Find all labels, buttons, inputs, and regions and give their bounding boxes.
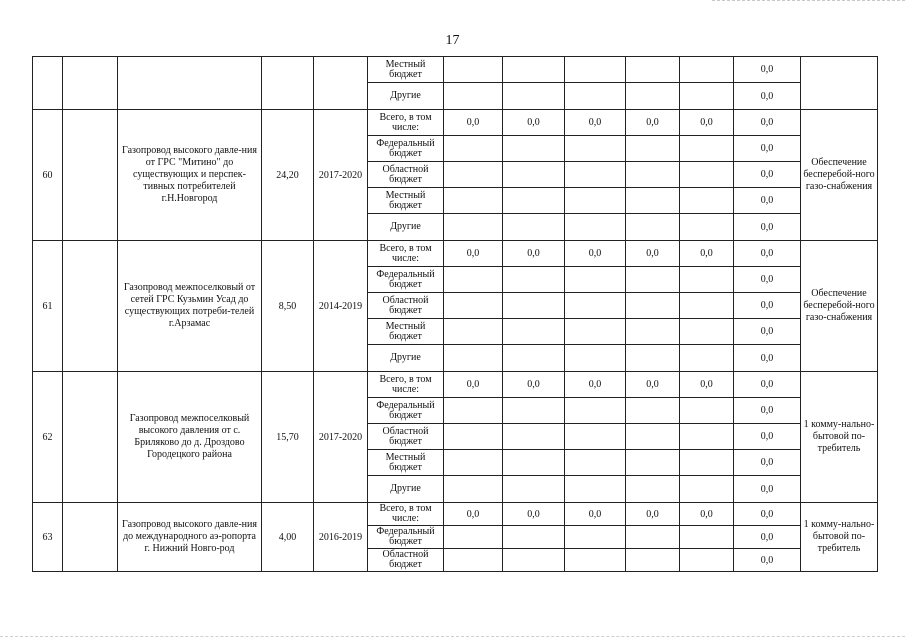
value-cell: 0,0 bbox=[734, 136, 801, 162]
project-result: Обеспечение бесперебой-ного газо-снабжения bbox=[801, 241, 878, 372]
value-cell bbox=[444, 398, 503, 424]
value-cell bbox=[680, 345, 734, 372]
value-cell: 0,0 bbox=[680, 503, 734, 526]
value-cell: 0,0 bbox=[734, 345, 801, 372]
value-cell bbox=[503, 549, 565, 572]
value-cell bbox=[503, 319, 565, 345]
value-cell bbox=[626, 319, 680, 345]
value-cell: 0,0 bbox=[734, 372, 801, 398]
funding-source-cell: Всего, в том числе: bbox=[368, 372, 444, 398]
value-cell: 0,0 bbox=[734, 319, 801, 345]
table-row bbox=[33, 110, 878, 136]
blank-cell bbox=[63, 372, 118, 503]
funding-source-cell: Всего, в том числе: bbox=[368, 110, 444, 136]
investment-table bbox=[32, 56, 878, 572]
project-years: 2017-2020 bbox=[314, 110, 368, 241]
funding-source-cell: Федеральный бюджет bbox=[368, 526, 444, 549]
value-cell bbox=[444, 424, 503, 450]
value-cell bbox=[565, 57, 626, 83]
value-cell: 0,0 bbox=[503, 372, 565, 398]
value-cell bbox=[626, 214, 680, 241]
funding-source-cell: Местный бюджет bbox=[368, 319, 444, 345]
funding-source-cell: Федеральный бюджет bbox=[368, 136, 444, 162]
value-cell bbox=[503, 162, 565, 188]
blank-cell bbox=[63, 110, 118, 241]
value-cell bbox=[565, 549, 626, 572]
scan-artifact-bottom bbox=[0, 636, 905, 637]
value-cell bbox=[444, 188, 503, 214]
value-cell: 0,0 bbox=[734, 110, 801, 136]
funding-source-cell: Областной бюджет bbox=[368, 162, 444, 188]
value-cell: 0,0 bbox=[503, 503, 565, 526]
value-cell: 0,0 bbox=[734, 503, 801, 526]
value-cell bbox=[565, 319, 626, 345]
length-cell bbox=[262, 57, 314, 110]
project-years: 2014-2019 bbox=[314, 241, 368, 372]
value-cell: 0,0 bbox=[734, 293, 801, 319]
value-cell: 0,0 bbox=[626, 372, 680, 398]
value-cell bbox=[503, 345, 565, 372]
value-cell: 0,0 bbox=[565, 503, 626, 526]
value-cell: 0,0 bbox=[444, 241, 503, 267]
project-name: Газопровод высокого давле-ния от ГРС "Митино" до существующих и перспек-тивных потребителей г.Н.Новгород bbox=[118, 110, 262, 241]
value-cell bbox=[680, 424, 734, 450]
value-cell: 0,0 bbox=[565, 241, 626, 267]
funding-source-cell: Всего, в том числе: bbox=[368, 503, 444, 526]
funding-source-cell: Местный бюджет bbox=[368, 57, 444, 83]
value-cell bbox=[626, 450, 680, 476]
project-name: Газопровод межпоселковый высокого давления от с. Бриляково до д. Дроздово Городецкого района bbox=[118, 372, 262, 503]
value-cell bbox=[565, 424, 626, 450]
value-cell: 0,0 bbox=[444, 110, 503, 136]
value-cell bbox=[680, 162, 734, 188]
project-name: Газопровод межпоселковый от сетей ГРС Кузьмин Усад до существующих потреби-телей г.Арзамас bbox=[118, 241, 262, 372]
value-cell bbox=[444, 136, 503, 162]
value-cell bbox=[626, 345, 680, 372]
project-length: 4,00 bbox=[262, 503, 314, 572]
value-cell bbox=[680, 398, 734, 424]
value-cell bbox=[565, 136, 626, 162]
funding-source-cell: Местный бюджет bbox=[368, 188, 444, 214]
value-cell bbox=[565, 293, 626, 319]
num-cell bbox=[33, 57, 63, 110]
value-cell: 0,0 bbox=[734, 526, 801, 549]
value-cell bbox=[444, 319, 503, 345]
value-cell: 0,0 bbox=[734, 450, 801, 476]
value-cell bbox=[565, 476, 626, 503]
value-cell: 0,0 bbox=[680, 110, 734, 136]
funding-source-cell: Местный бюджет bbox=[368, 450, 444, 476]
project-length: 15,70 bbox=[262, 372, 314, 503]
value-cell bbox=[680, 57, 734, 83]
value-cell bbox=[503, 267, 565, 293]
value-cell bbox=[626, 398, 680, 424]
years-cell bbox=[314, 57, 368, 110]
value-cell: 0,0 bbox=[444, 503, 503, 526]
value-cell bbox=[503, 398, 565, 424]
value-cell bbox=[444, 345, 503, 372]
funding-source-cell: Областной бюджет bbox=[368, 293, 444, 319]
value-cell: 0,0 bbox=[444, 372, 503, 398]
project-number: 62 bbox=[33, 372, 63, 503]
project-length: 24,20 bbox=[262, 110, 314, 241]
funding-source-cell: Другие bbox=[368, 83, 444, 110]
funding-source-cell: Другие bbox=[368, 214, 444, 241]
value-cell bbox=[444, 267, 503, 293]
value-cell bbox=[680, 214, 734, 241]
funding-source-cell: Всего, в том числе: bbox=[368, 241, 444, 267]
project-years: 2017-2020 bbox=[314, 372, 368, 503]
blank-cell bbox=[63, 241, 118, 372]
value-cell: 0,0 bbox=[734, 214, 801, 241]
value-cell bbox=[626, 188, 680, 214]
value-cell bbox=[680, 476, 734, 503]
value-cell bbox=[503, 83, 565, 110]
value-cell bbox=[680, 526, 734, 549]
table-row bbox=[33, 241, 878, 267]
value-cell bbox=[626, 267, 680, 293]
funding-source-cell: Другие bbox=[368, 476, 444, 503]
project-result: Обеспечение бесперебой-ного газо-снабжения bbox=[801, 110, 878, 241]
value-cell bbox=[444, 476, 503, 503]
blank-cell bbox=[63, 57, 118, 110]
value-cell bbox=[626, 83, 680, 110]
value-cell bbox=[565, 450, 626, 476]
project-years: 2016-2019 bbox=[314, 503, 368, 572]
value-cell: 0,0 bbox=[680, 241, 734, 267]
value-cell bbox=[565, 83, 626, 110]
value-cell bbox=[680, 267, 734, 293]
value-cell bbox=[444, 526, 503, 549]
funding-source-cell: Другие bbox=[368, 345, 444, 372]
value-cell bbox=[626, 476, 680, 503]
value-cell bbox=[503, 476, 565, 503]
value-cell: 0,0 bbox=[734, 83, 801, 110]
value-cell bbox=[444, 162, 503, 188]
value-cell bbox=[626, 136, 680, 162]
scan-artifact-top bbox=[712, 0, 905, 1]
value-cell: 0,0 bbox=[734, 549, 801, 572]
value-cell bbox=[626, 293, 680, 319]
funding-source-cell: Федеральный бюджет bbox=[368, 267, 444, 293]
value-cell bbox=[503, 136, 565, 162]
value-cell bbox=[680, 83, 734, 110]
table-row bbox=[33, 503, 878, 526]
value-cell bbox=[680, 188, 734, 214]
value-cell: 0,0 bbox=[565, 372, 626, 398]
value-cell bbox=[503, 424, 565, 450]
value-cell bbox=[626, 526, 680, 549]
value-cell: 0,0 bbox=[626, 241, 680, 267]
project-result: 1 комму-нально-бытовой по-требитель bbox=[801, 372, 878, 503]
value-cell: 0,0 bbox=[734, 241, 801, 267]
value-cell bbox=[444, 214, 503, 241]
funding-source-cell: Областной бюджет bbox=[368, 549, 444, 572]
table-row bbox=[33, 57, 878, 83]
value-cell bbox=[503, 57, 565, 83]
value-cell: 0,0 bbox=[503, 241, 565, 267]
value-cell bbox=[565, 345, 626, 372]
value-cell bbox=[565, 526, 626, 549]
value-cell: 0,0 bbox=[734, 188, 801, 214]
value-cell bbox=[680, 319, 734, 345]
project-length: 8,50 bbox=[262, 241, 314, 372]
value-cell: 0,0 bbox=[734, 476, 801, 503]
value-cell bbox=[565, 267, 626, 293]
value-cell bbox=[565, 214, 626, 241]
value-cell: 0,0 bbox=[626, 110, 680, 136]
value-cell bbox=[680, 136, 734, 162]
value-cell bbox=[680, 549, 734, 572]
value-cell bbox=[444, 57, 503, 83]
result-cell bbox=[801, 57, 878, 110]
funding-source-cell: Областной бюджет bbox=[368, 424, 444, 450]
project-number: 63 bbox=[33, 503, 63, 572]
value-cell: 0,0 bbox=[680, 372, 734, 398]
value-cell bbox=[444, 293, 503, 319]
project-number: 60 bbox=[33, 110, 63, 241]
name-cell bbox=[118, 57, 262, 110]
value-cell bbox=[565, 188, 626, 214]
value-cell bbox=[626, 162, 680, 188]
value-cell bbox=[626, 549, 680, 572]
blank-cell bbox=[63, 503, 118, 572]
value-cell bbox=[503, 450, 565, 476]
value-cell: 0,0 bbox=[503, 110, 565, 136]
value-cell: 0,0 bbox=[734, 267, 801, 293]
value-cell: 0,0 bbox=[734, 424, 801, 450]
value-cell bbox=[680, 293, 734, 319]
project-result: 1 комму-нально-бытовой по-требитель bbox=[801, 503, 878, 572]
value-cell bbox=[503, 293, 565, 319]
value-cell: 0,0 bbox=[734, 398, 801, 424]
value-cell bbox=[565, 162, 626, 188]
funding-source-cell: Федеральный бюджет bbox=[368, 398, 444, 424]
value-cell: 0,0 bbox=[565, 110, 626, 136]
value-cell bbox=[626, 424, 680, 450]
value-cell bbox=[444, 83, 503, 110]
value-cell bbox=[626, 57, 680, 83]
project-name: Газопровод высокого давле-ния до международного аэ-ропорта г. Нижний Новго-род bbox=[118, 503, 262, 572]
value-cell bbox=[565, 398, 626, 424]
value-cell bbox=[680, 450, 734, 476]
value-cell: 0,0 bbox=[626, 503, 680, 526]
value-cell bbox=[444, 450, 503, 476]
page-number: 17 bbox=[445, 33, 460, 48]
value-cell bbox=[503, 188, 565, 214]
value-cell bbox=[503, 526, 565, 549]
value-cell bbox=[503, 214, 565, 241]
project-number: 61 bbox=[33, 241, 63, 372]
value-cell: 0,0 bbox=[734, 57, 801, 83]
value-cell: 0,0 bbox=[734, 162, 801, 188]
table-row bbox=[33, 372, 878, 398]
value-cell bbox=[444, 549, 503, 572]
